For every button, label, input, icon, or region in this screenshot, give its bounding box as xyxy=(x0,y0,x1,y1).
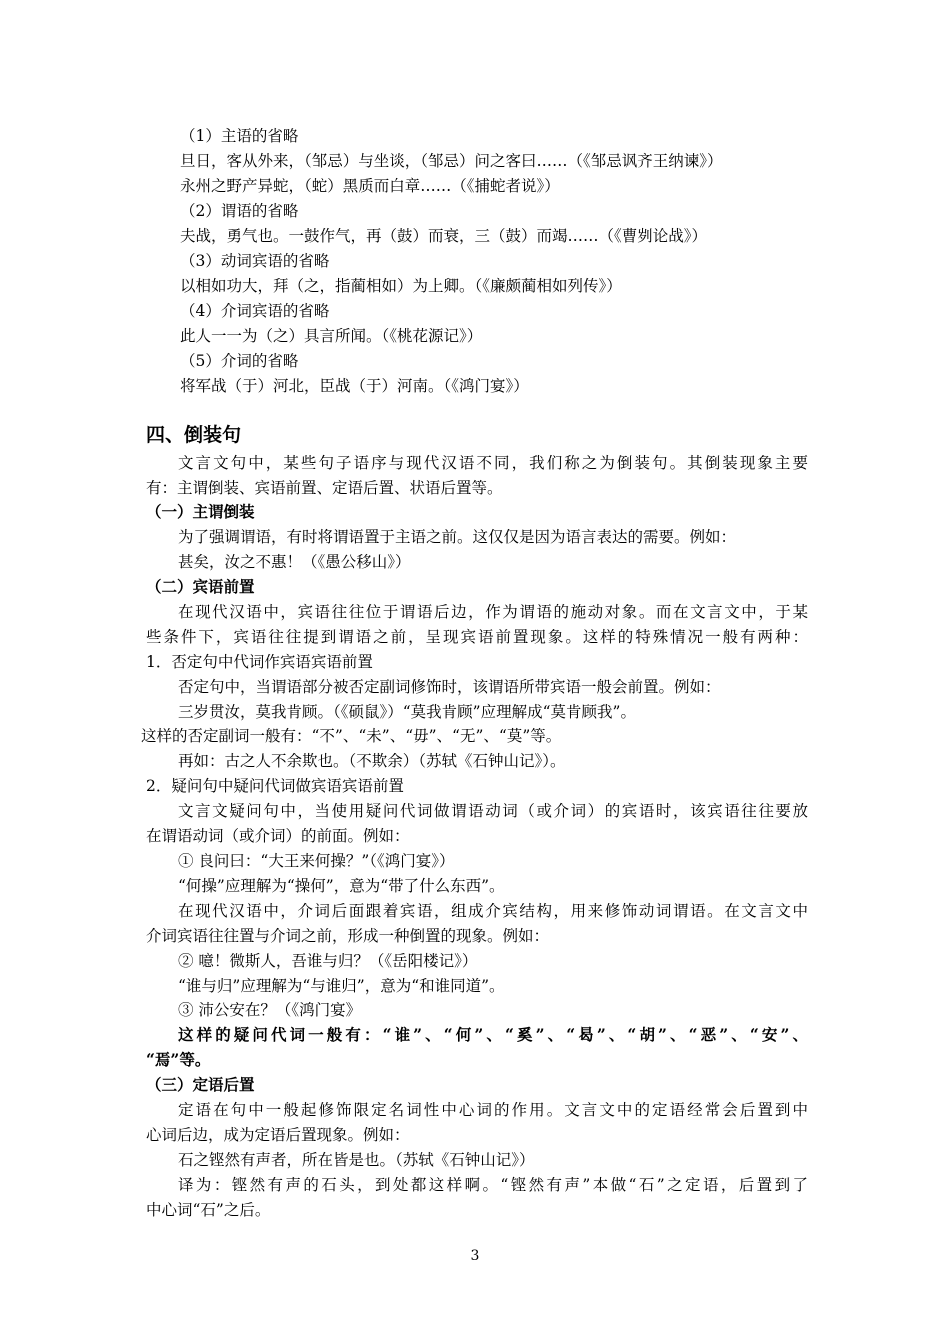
subsection-heading: （一）主谓倒装 xyxy=(146,502,255,521)
paragraph-line: 在现代汉语中，宾语往往位于谓语后边，作为谓语的施动对象。而在文言文中，于某 xyxy=(178,603,808,621)
example-line: 三岁贯汝，莫我肯顾。（《硕鼠》）“莫我肯顾”应理解成“莫肯顾我”。 xyxy=(178,703,636,721)
section-heading-inversion: 四、倒装句 xyxy=(146,424,242,446)
paragraph-line: 文言文句中，某些句子语序与现代汉语不同，我们称之为倒装句。其倒装现象主要 xyxy=(178,454,808,472)
subsection-heading: （三）定语后置 xyxy=(146,1075,255,1094)
paragraph-line: 否定句中，当谓语部分被否定副词修饰时，该谓语所带宾语一般会前置。例如： xyxy=(178,678,721,696)
page-number: 3 xyxy=(470,1248,480,1264)
example-line: 以相如功大，拜（之，指蔺相如）为上卿。（《廉颇蔺相如列传》） xyxy=(180,277,622,295)
example-line: ① 良问曰：“大王来何操？”（《鸿门宴》） xyxy=(178,852,455,870)
example-line: ② 噫！微斯人，吾谁与归？（《岳阳楼记》） xyxy=(178,952,478,970)
subsection-heading: （二）宾语前置 xyxy=(146,577,255,596)
paragraph-line: 心词后边，成为定语后置现象。例如： xyxy=(146,1126,410,1144)
example-line: 石之铿然有声者，所在皆是也。（苏轼《石钟山记》） xyxy=(178,1151,535,1169)
paragraph-line: 定语在句中一般起修饰限定名词性中心词的作用。文言文中的定语经常会后置到中 xyxy=(178,1101,808,1119)
paragraph-line: 译为：铿然有声的石头，到处都这样啊。“铿然有声”本做“石”之定语，后置到了 xyxy=(178,1176,808,1194)
paragraph-line: 为了强调谓语，有时将谓语置于主语之前。这仅仅是因为语言表达的需要。例如： xyxy=(178,528,737,546)
paragraph-line: 些条件下，宾语往往提到谓语之前，呈现宾语前置现象。这样的特殊情况一般有两种： xyxy=(146,628,808,646)
numbered-heading: 2．疑问句中疑问代词做宾语宾语前置 xyxy=(146,777,404,795)
subheading-predicate-omission: （2）谓语的省略 xyxy=(180,202,299,220)
numbered-heading: 1．否定句中代词作宾语宾语前置 xyxy=(146,653,373,671)
example-line: “谁与归”应理解为“与谁归”，意为“和谁同道”。 xyxy=(178,977,505,995)
example-line: 此人一一为（之）具言所闻。（《桃花源记》） xyxy=(180,327,483,345)
subheading-verb-object-omission: （3）动词宾语的省略 xyxy=(180,252,330,270)
example-line: 旦日，客从外来，（邹忌）与坐谈，（邹忌）问之客曰……（《邹忌讽齐王纳谏》） xyxy=(180,152,723,170)
example-line: 夫战，勇气也。一鼓作气，再（鼓）而衰，三（鼓）而竭……（《曹刿论战》） xyxy=(180,227,708,245)
subheading-preposition-omission: （5）介词的省略 xyxy=(180,352,299,370)
paragraph-line: 介词宾语往往置与介词之前，形成一种倒置的现象。例如： xyxy=(146,927,550,945)
paragraph-line: 在谓语动词（或介词）的前面。例如： xyxy=(146,827,410,845)
subheading-subject-omission: （1）主语的省略 xyxy=(180,127,299,145)
example-line: 永州之野产异蛇，（蛇）黑质而白章……（《捕蛇者说》） xyxy=(180,177,560,195)
example-line: 将军战（于）河北，臣战（于）河南。（《鸿门宴》） xyxy=(180,377,529,395)
bold-paragraph-line: 这样的疑问代词一般有：“谁”、“何”、“奚”、“曷”、“胡”、“恶”、“安”、 xyxy=(178,1025,808,1044)
paragraph-line: 在现代汉语中，介词后面跟着宾语，组成介宾结构，用来修饰动词谓语。在文言文中 xyxy=(178,902,808,920)
example-line: 再如：古之人不余欺也。（不欺余）（苏轼《石钟山记》）。 xyxy=(178,752,566,770)
paragraph-line: 有：主谓倒装、宾语前置、定语后置、状语后置等。 xyxy=(146,479,503,497)
example-line: 甚矣，汝之不惠！（《愚公移山》） xyxy=(178,553,411,571)
example-line: “何操”应理解为“操何”，意为“带了什么东西”。 xyxy=(178,877,505,895)
paragraph-line: 这样的否定副词一般有：“不”、“未”、“毋”、“无”、“莫”等。 xyxy=(141,727,562,745)
paragraph-line: 文言文疑问句中，当使用疑问代词做谓语动词（或介词）的宾语时，该宾语往往要放 xyxy=(178,802,808,820)
paragraph-line: 中心词“石”之后。 xyxy=(146,1201,271,1219)
bold-paragraph-line: “焉”等。 xyxy=(146,1050,211,1069)
subheading-preposition-object-omission: （4）介词宾语的省略 xyxy=(180,302,330,320)
example-line: ③ 沛公安在？（《鸿门宴》 xyxy=(178,1001,362,1019)
